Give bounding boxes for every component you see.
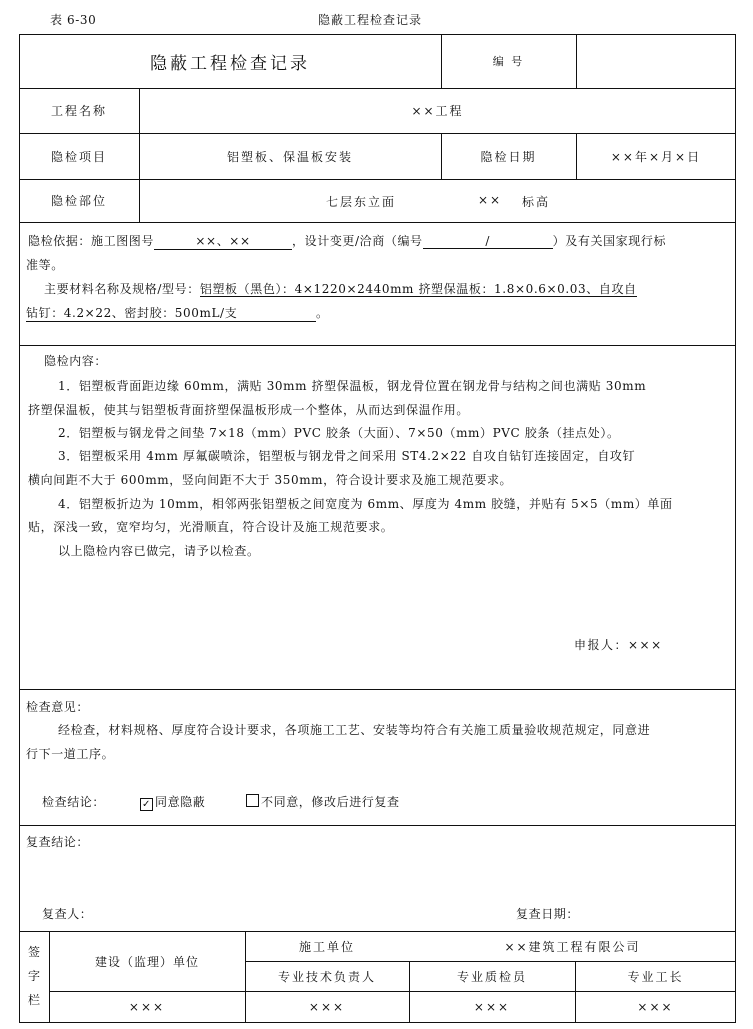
option-agree-label: 同意隐蔽: [155, 795, 206, 809]
qc-signature: ×××: [473, 1000, 511, 1014]
option-agree[interactable]: [140, 793, 205, 810]
tech-lead-label: 专业技术负责人: [277, 969, 376, 984]
content-line: 2．铝塑板与钢龙骨之间垫 7×18（mm）PVC 胶条（大面）、7×50（mm）PVC 胶条（挂点处）。: [58, 426, 620, 440]
content-line: 3．铝塑板采用 4mm 厚氟碳喷涂，铝塑板与钢龙骨之间采用 ST4.2×22 自攻自钻钉连接固定，自攻钉: [58, 449, 636, 463]
basis-line-2: 准等。: [26, 258, 64, 272]
recheck-date: 复查日期：: [516, 907, 580, 921]
content-line: 以上隐检内容已做完，请予以检查。: [58, 544, 260, 558]
content-line: 横向间距不大于 600mm，竖向间距不大于 350mm，符合设计要求及施工规范要求。: [28, 473, 513, 487]
conclusion-label: 检查结论：: [42, 795, 106, 809]
opinion-line-1: 经检查，材料规格、厚度符合设计要求，各项施工工艺、安装等均符合有关施工质量验收规范规定，同意进: [58, 723, 651, 737]
project-name-value: ××工程: [411, 104, 464, 118]
sign-column-char: 字: [28, 969, 41, 983]
checkbox-checked-icon[interactable]: ✓: [140, 798, 153, 811]
elevation-value: ××: [478, 193, 503, 207]
checkbox-empty-icon[interactable]: [246, 794, 259, 807]
inspection-location-value: 七层东立面: [326, 195, 397, 209]
opinion-heading: 检查意见：: [26, 700, 90, 714]
recheck-heading: 复查结论：: [26, 835, 90, 849]
qc-label: 专业质检员: [456, 969, 527, 984]
inspection-date-value: ××年×月×日: [610, 149, 702, 164]
drawing-number: ××、××: [154, 232, 292, 250]
content-heading: 隐检内容：: [44, 354, 108, 368]
content-line: 4．铝塑板折边为 10mm，相邻两张铝塑板之间宽度为 6mm、厚度为 4mm 胶缝，并贴有 5×5（mm）单面: [58, 497, 673, 511]
materials-spec-2: 钻钉：4.2×22、密封胶：500mL/支: [26, 304, 316, 322]
materials-line-1: [44, 280, 637, 297]
sign-column-char: 签: [28, 945, 41, 959]
form-title: 隐蔽工程检查记录: [150, 53, 310, 74]
table-number: 表 6-30: [50, 13, 97, 27]
sign-column-char: 栏: [28, 993, 41, 1007]
materials-end: 。: [316, 306, 329, 320]
recheck-person: 复查人：: [42, 907, 93, 921]
foreman-label: 专业工长: [627, 969, 684, 984]
number-value: [576, 34, 736, 88]
reporter: 申报人：×××: [574, 638, 663, 652]
change-number: /: [423, 234, 553, 249]
content-line: 贴，深浅一致，宽窄均匀，光滑顺直，符合设计及施工规范要求。: [28, 520, 394, 534]
elevation-label: 标高: [522, 195, 551, 209]
basis-prefix: 隐检依据：施工图图号: [28, 234, 155, 248]
foreman-signature: ×××: [637, 1000, 674, 1014]
basis-mid: ，设计变更/洽商（编号: [292, 234, 423, 248]
owner-signature: ×××: [128, 1000, 166, 1014]
content-line: 挤塑保温板，使其与铝塑板背面挤塑保温板形成一个整体，从而达到保温作用。: [28, 403, 470, 417]
contractor-label: 施工单位: [298, 939, 355, 954]
number-label: 编 号: [492, 55, 525, 68]
inspection-item-value: 铝塑板、保温板安装: [226, 149, 353, 164]
basis-line-1: [28, 232, 666, 250]
content-line: 1．铝塑板背面距边缘 60mm，满贴 30mm 挤塑保温板，钢龙骨位置在钢龙骨与结构之间也满贴 30mm: [58, 379, 647, 393]
inspection-location-label: 隐检部位: [50, 194, 107, 208]
basis-suffix: ）及有关国家现行标: [552, 234, 667, 248]
materials-line-2: [26, 304, 329, 322]
opinion-line-2: 行下一道工序。: [26, 747, 115, 761]
contractor-name: ××建筑工程有限公司: [504, 939, 641, 954]
materials-prefix: 主要材料名称及规格/型号：: [44, 282, 200, 296]
inspection-date-label: 隐检日期: [480, 149, 537, 164]
tech-lead-signature: ×××: [308, 1000, 346, 1014]
inspection-item-label: 隐检项目: [50, 149, 107, 164]
project-name-label: 工程名称: [50, 104, 107, 118]
running-title: 隐蔽工程检查记录: [318, 13, 423, 27]
option-disagree[interactable]: [246, 793, 400, 810]
option-disagree-label: 不同意，修改后进行复查: [261, 795, 400, 809]
materials-spec-1: 铝塑板（黑色）：4×1220×2440mm 挤塑保温板：1.8×0.6×0.03、自攻自: [199, 282, 637, 296]
owner-unit-label: 建设（监理）单位: [94, 954, 199, 969]
